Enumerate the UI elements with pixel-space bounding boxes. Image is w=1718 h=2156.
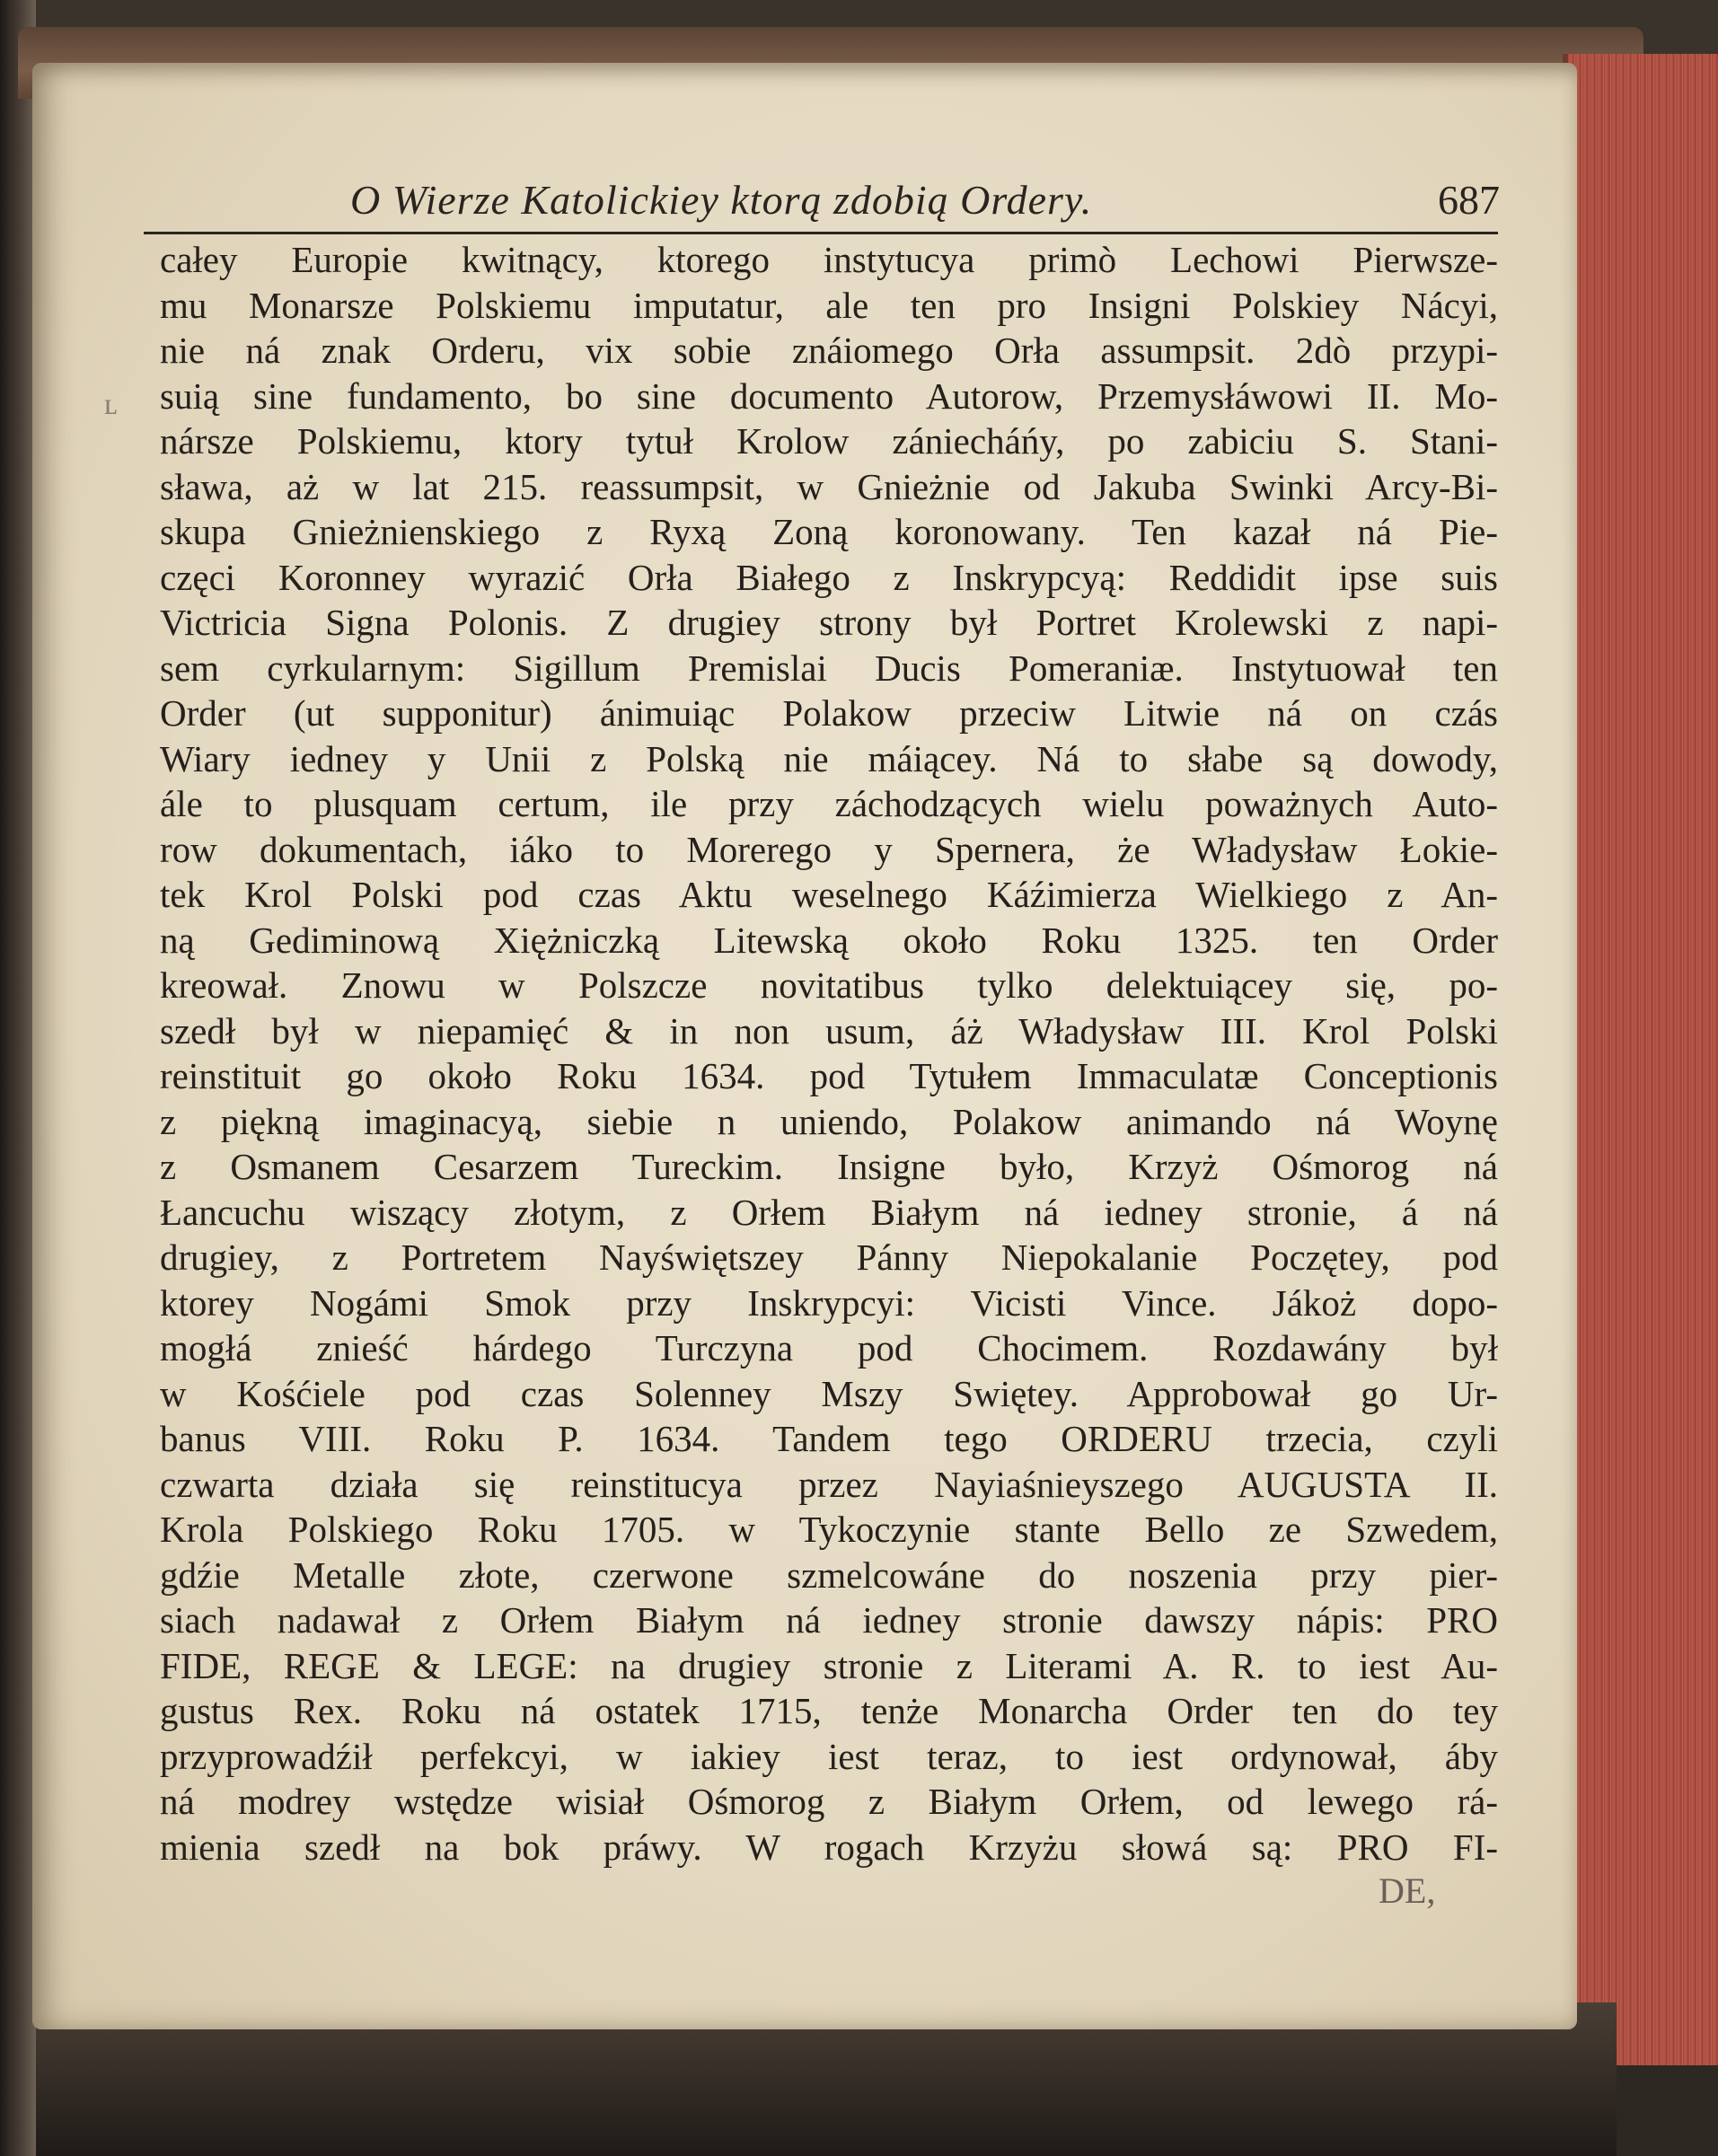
page-number: 687 — [1438, 177, 1500, 223]
text-line: FIDE, REGE & LEGE: na drugiey stronie z Literami A. R. to iest Au- — [160, 1644, 1498, 1686]
text-line: mienia szedł na bok práwy. W rogach Krzyżu słowá są: PRO FI- — [160, 1826, 1498, 1868]
catchword: DE, — [1379, 1870, 1436, 1911]
text-line: kreował. Znowu w Polszcze novitatibus tylko delektuiącey się, po- — [160, 964, 1498, 1006]
text-line: mu Monarsze Polskiemu imputatur, ale ten pro Insigni Polskiey Nácyi, — [160, 284, 1498, 326]
text-line: Victricia Signa Polonis. Z drugiey strony był Portret Krolewski z napi- — [160, 602, 1498, 643]
text-line: siach nadawał z Orłem Białym ná iedney stronie dawszy nápis: PRO — [160, 1599, 1498, 1641]
text-line: nie ná znak Orderu, vix sobie znáiomego Orła assumpsit. 2dò przypi- — [160, 330, 1498, 371]
text-line: czwarta działa się reinstitucya przez Nayiaśnieyszego AUGUSTA II. — [160, 1463, 1498, 1505]
text-line: przyprowadźił perfekcyi, w iakiey iest teraz, to iest ordynował, áby — [160, 1735, 1498, 1777]
text-line: ną Gediminową Xiężniczką Litewską około Roku 1325. ten Order — [160, 919, 1498, 961]
text-line: z Osmanem Cesarzem Tureckim. Insigne było, Krzyż Ośmorog ná — [160, 1146, 1498, 1187]
page-block-edge — [1563, 54, 1718, 2065]
running-head: O Wierze Katolickiey ktorą zdobią Ordery. — [350, 177, 1093, 223]
text-line: ná modrey wstędze wisiał Ośmorog z Białym Orłem, od lewego rá- — [160, 1781, 1498, 1822]
text-line: Krola Polskiego Roku 1705. w Tykoczynie stante Bello ze Szwedem, — [160, 1509, 1498, 1550]
text-line: z piękną imaginacyą, siebie n uniendo, Polakow animando ná Woynę — [160, 1100, 1498, 1142]
text-line: całey Europie kwitnący, ktorego instytucya primò Lechowi Pierwsze- — [160, 239, 1498, 280]
text-line: drugiey, z Portretem Nayświętszey Pánny Niepokalanie Poczętey, pod — [160, 1236, 1498, 1278]
text-line: row dokumentach, iáko to Morerego y Spernera, że Władysław Łokie- — [160, 828, 1498, 870]
text-line: mogłá znieść hárdego Turczyna pod Chocimem. Rozdawány był — [160, 1327, 1498, 1368]
text-line: nársze Polskiemu, ktory tytuł Krolow zániecháńy, po zabiciu S. Stani- — [160, 420, 1498, 462]
text-line: sem cyrkularnym: Sigillum Premislai Ducis Pomeraniæ. Instytuował ten — [160, 647, 1498, 689]
text-line: Order (ut supponitur) ánimuiąc Polakow przeciw Litwie ná on czás — [160, 692, 1498, 734]
text-line: częci Koronney wyrazić Orła Białego z Inskrypcyą: Reddidit ipse suis — [160, 556, 1498, 598]
text-line: Wiary iedney y Unii z Polską nie máiącey. Ná to słabe są dowody, — [160, 737, 1498, 779]
text-line: ále to plusquam certum, ile przy záchodzących wielu poważnych Auto- — [160, 783, 1498, 824]
text-line: gdźie Metalle złote, czerwone szmelcowáne do noszenia przy pier- — [160, 1553, 1498, 1596]
text-line: szedł był w niepamięć & in non usum, áż Władysław III. Krol Polski — [160, 1009, 1498, 1052]
body-text — [160, 237, 1498, 1870]
text-line: ktorey Nogámi Smok przy Inskrypcyi: Vicisti Vince. Jákoż dopo- — [160, 1281, 1498, 1324]
text-line: sławа, aż w lat 215. reassumpsit, w Gnieżnie od Jakuba Swinki Arcy-Bi- — [160, 465, 1498, 507]
text-line: skupa Gnieżnienskiego z Ryxą Zoną koronowany. Ten kazał ná Pie- — [160, 511, 1498, 552]
header-rule — [144, 232, 1498, 234]
margin-mark: ʟ — [104, 388, 118, 421]
text-line: suią sine fundamento, bo sine documento Autorow, Przemysłáwowi II. Mo- — [160, 374, 1498, 417]
text-line: tek Krol Polski pod czas Aktu weselnego Káźimierza Wielkiego z An- — [160, 874, 1498, 915]
text-line: banus VIII. Roku P. 1634. Tandem tego ORDERU trzecia, czyli — [160, 1418, 1498, 1459]
text-line: w Kośćiele pod czas Solenney Mszy Swiętey. Approbował go Ur- — [160, 1372, 1498, 1414]
book-spine — [0, 0, 36, 2156]
text-line: reinstituit go około Roku 1634. pod Tytułem Immaculatæ Conceptionis — [160, 1055, 1498, 1096]
text-line: gustus Rex. Roku ná ostatek 1715, tenże Monarcha Order ten do tey — [160, 1690, 1498, 1731]
text-line: Łancuchu wiszący złotym, z Orłem Białym ná iedney stronie, á ná — [160, 1191, 1498, 1233]
page-header — [350, 176, 1500, 230]
